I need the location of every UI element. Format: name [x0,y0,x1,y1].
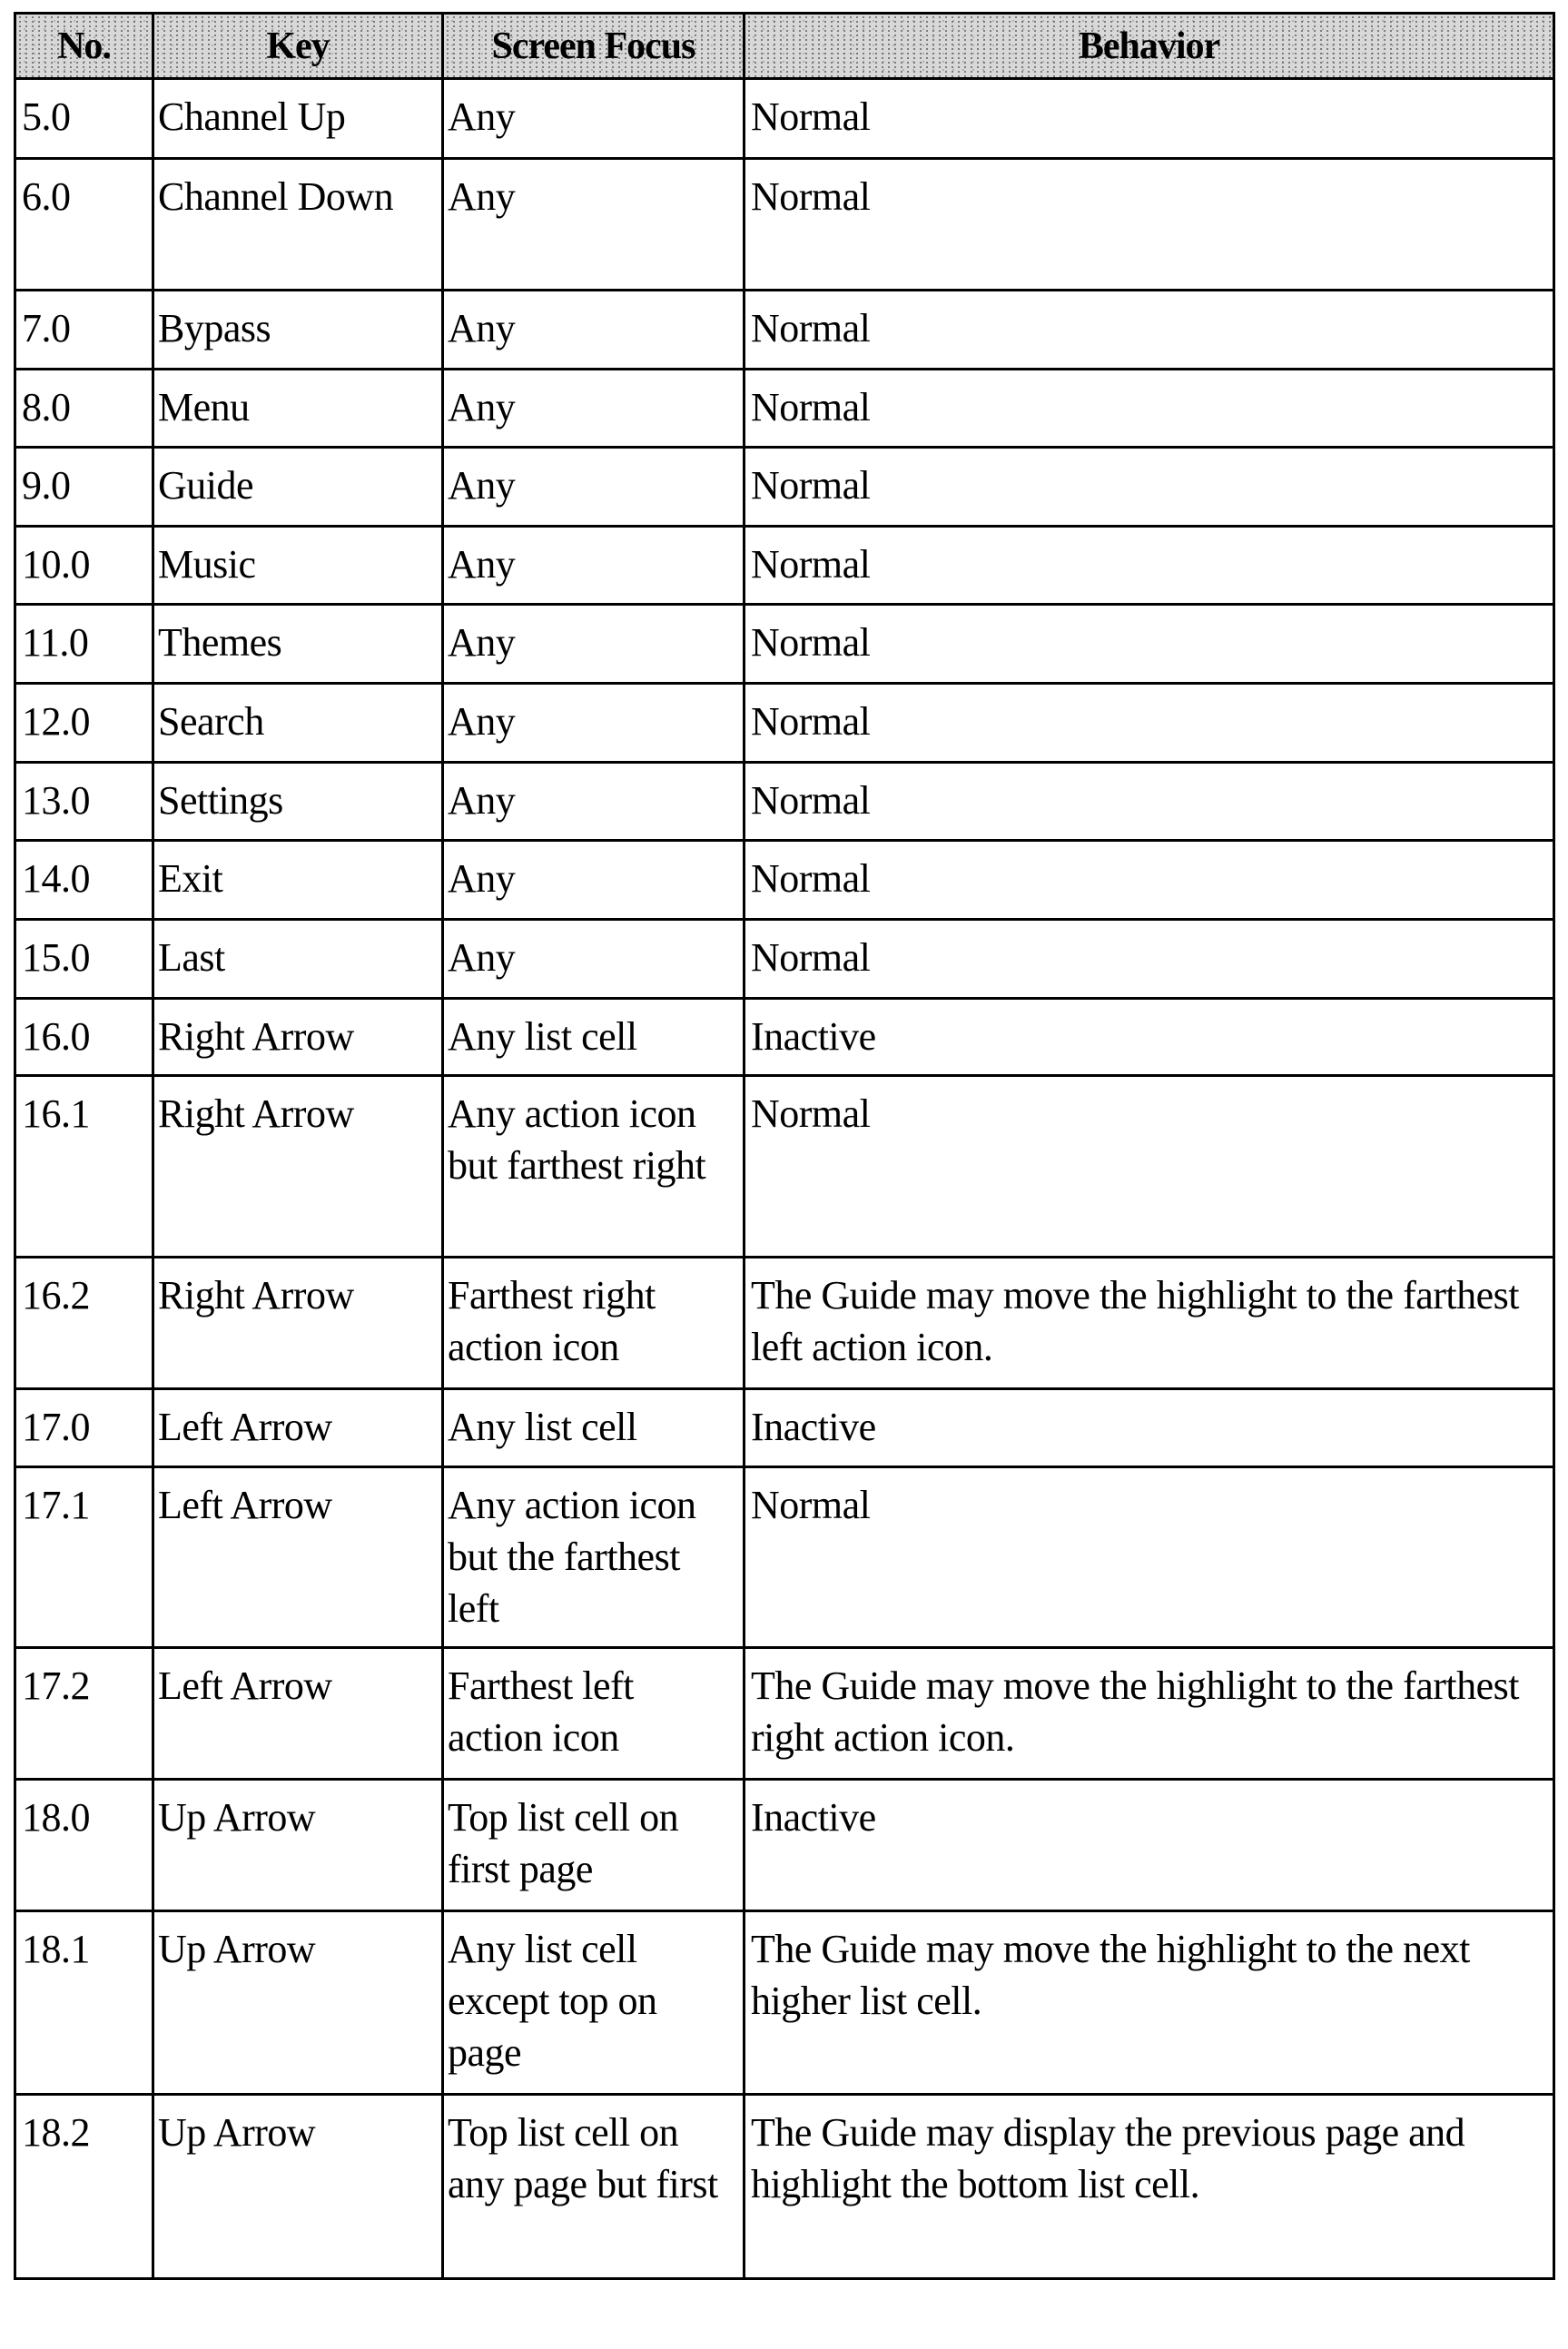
cell-key: Up Arrow [153,2095,443,2279]
cell-no: 11.0 [15,605,153,684]
table-header-row [15,14,1554,79]
table-row [15,159,1554,291]
cell-key: Up Arrow [153,1780,443,1911]
cell-screen-focus: Any action icon but the farthest left [443,1467,745,1648]
cell-screen-focus: Farthest right action icon [443,1258,745,1389]
table-row [15,291,1554,370]
cell-behavior: Normal [745,291,1554,370]
cell-no: 18.1 [15,1911,153,2095]
cell-behavior: Inactive [745,1780,1554,1911]
header-behavior: Behavior [745,14,1554,79]
table-row [15,1648,1554,1780]
cell-screen-focus: Any [443,763,745,841]
cell-no: 13.0 [15,763,153,841]
cell-key: Right Arrow [153,999,443,1076]
cell-behavior: Normal [745,448,1554,527]
cell-key: Right Arrow [153,1076,443,1258]
table-row [15,841,1554,920]
table-row [15,920,1554,999]
cell-key: Channel Down [153,159,443,291]
cell-key: Last [153,920,443,999]
cell-behavior: Normal [745,370,1554,448]
cell-key: Left Arrow [153,1389,443,1467]
cell-behavior: Normal [745,763,1554,841]
table-row [15,1911,1554,2095]
cell-behavior: Normal [745,79,1554,159]
cell-screen-focus: Any [443,370,745,448]
cell-no: 18.0 [15,1780,153,1911]
header-key: Key [153,14,443,79]
cell-behavior: Normal [745,605,1554,684]
cell-screen-focus: Any [443,527,745,605]
cell-key: Bypass [153,291,443,370]
cell-screen-focus: Any list cell [443,1389,745,1467]
cell-screen-focus: Any action icon but farthest right [443,1076,745,1258]
cell-screen-focus: Farthest left action icon [443,1648,745,1780]
cell-screen-focus: Any list cell [443,999,745,1076]
cell-key: Themes [153,605,443,684]
table-row [15,79,1554,159]
cell-behavior: Inactive [745,999,1554,1076]
key-behavior-table [14,12,1555,2280]
cell-behavior: Normal [745,684,1554,763]
cell-key: Left Arrow [153,1467,443,1648]
cell-behavior: The Guide may move the highlight to the farthest right action icon. [745,1648,1554,1780]
cell-no: 18.2 [15,2095,153,2279]
cell-behavior: Normal [745,920,1554,999]
cell-no: 7.0 [15,291,153,370]
cell-screen-focus: Top list cell on any page but first [443,2095,745,2279]
cell-screen-focus: Any [443,841,745,920]
table-row [15,763,1554,841]
table-row [15,1076,1554,1258]
cell-no: 10.0 [15,527,153,605]
cell-no: 17.0 [15,1389,153,1467]
table-row [15,527,1554,605]
table-row [15,448,1554,527]
table-body [15,79,1554,2279]
cell-no: 15.0 [15,920,153,999]
cell-behavior: The Guide may move the highlight to the farthest left action icon. [745,1258,1554,1389]
table-row [15,1467,1554,1648]
cell-key: Settings [153,763,443,841]
cell-no: 5.0 [15,79,153,159]
cell-behavior: The Guide may display the previous page and highlight the bottom list cell. [745,2095,1554,2279]
cell-key: Up Arrow [153,1911,443,2095]
cell-screen-focus: Top list cell on first page [443,1780,745,1911]
cell-key: Exit [153,841,443,920]
header-screen-focus: Screen Focus [443,14,745,79]
cell-screen-focus: Any [443,605,745,684]
cell-key: Music [153,527,443,605]
table-row [15,1780,1554,1911]
cell-screen-focus: Any [443,448,745,527]
cell-no: 17.1 [15,1467,153,1648]
table-row [15,605,1554,684]
cell-no: 9.0 [15,448,153,527]
table-row [15,999,1554,1076]
table-row [15,1258,1554,1389]
cell-key: Left Arrow [153,1648,443,1780]
cell-key: Right Arrow [153,1258,443,1389]
cell-screen-focus: Any [443,684,745,763]
cell-no: 14.0 [15,841,153,920]
cell-key: Guide [153,448,443,527]
cell-key: Menu [153,370,443,448]
cell-screen-focus: Any [443,291,745,370]
cell-screen-focus: Any [443,920,745,999]
cell-behavior: Inactive [745,1389,1554,1467]
cell-no: 16.0 [15,999,153,1076]
cell-no: 16.1 [15,1076,153,1258]
cell-screen-focus: Any [443,159,745,291]
table-row [15,684,1554,763]
cell-behavior: Normal [745,1467,1554,1648]
cell-no: 8.0 [15,370,153,448]
header-no: No. [15,14,153,79]
cell-behavior: Normal [745,527,1554,605]
cell-behavior: Normal [745,1076,1554,1258]
cell-key: Search [153,684,443,763]
cell-behavior: Normal [745,841,1554,920]
cell-behavior: Normal [745,159,1554,291]
cell-key: Channel Up [153,79,443,159]
table-row [15,370,1554,448]
cell-no: 6.0 [15,159,153,291]
cell-no: 17.2 [15,1648,153,1780]
cell-no: 12.0 [15,684,153,763]
cell-no: 16.2 [15,1258,153,1389]
cell-screen-focus: Any list cell except top on page [443,1911,745,2095]
table-row [15,2095,1554,2279]
table-row [15,1389,1554,1467]
cell-behavior: The Guide may move the highlight to the next higher list cell. [745,1911,1554,2095]
cell-screen-focus: Any [443,79,745,159]
